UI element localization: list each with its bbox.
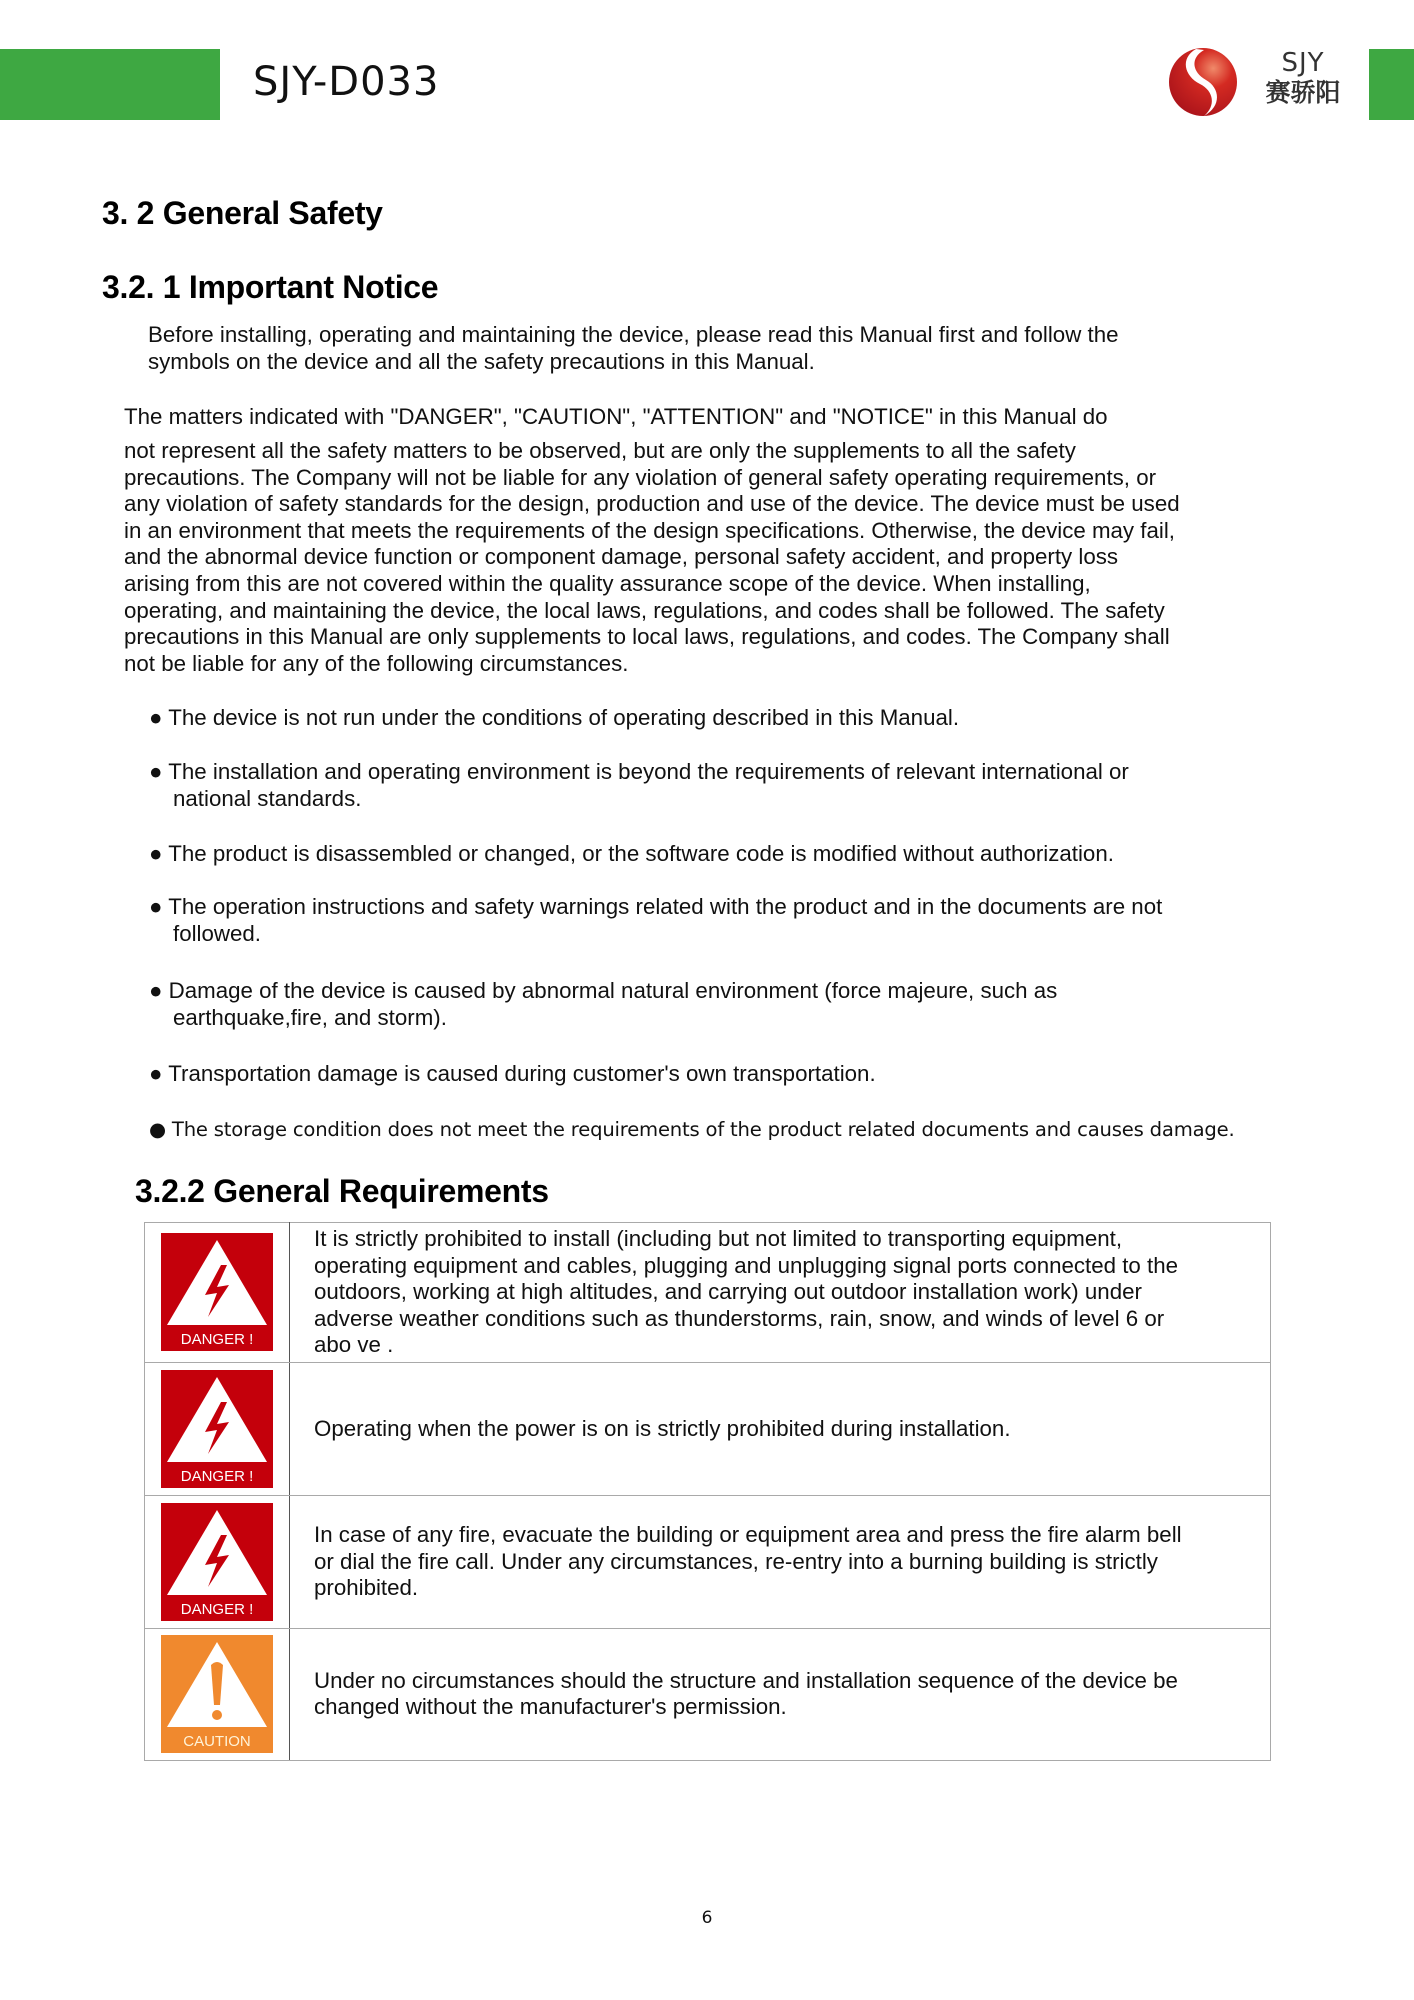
- table-row: [145, 1362, 1271, 1495]
- requirement-text: Operating when the power is on is strictly prohibited during installation.: [290, 1362, 1271, 1495]
- requirement-text: In case of any fire, evacuate the building or equipment area and press the fire alarm bell or dial the fire call. Under any circumstances, re-entry into a burning building is strictly prohibited.: [290, 1495, 1271, 1628]
- intro-line: Before installing, operating and maintaining the device, please read this Manual first and follow the: [148, 322, 1119, 347]
- company-logo-icon: [1166, 46, 1240, 118]
- requirement-text: It is strictly prohibited to install (including but not limited to transporting equipment, operating equipment and cables, plugging and unplugging signal ports connected to the outdoors, working at high altitudes, and carrying out outdoor installation work) under adverse weather conditions such as thunderstorms, rain, snow, and winds of level 6 or abo ve .: [290, 1223, 1271, 1363]
- requirements-table: [144, 1222, 1271, 1761]
- requirements-title: 3.2.2 General Requirements: [135, 1173, 549, 1209]
- body-line: precautions. The Company will not be liable for any violation of general safety operating requirements, or: [124, 464, 1157, 490]
- sign-cell: [145, 1495, 290, 1628]
- intro-paragraph: [148, 322, 1119, 375]
- bullet-item: ● Transportation damage is caused during customer's own transportation.: [149, 1061, 876, 1086]
- notice-first-line: The matters indicated with "DANGER", "CAUTION", "ATTENTION" and "NOTICE" in this Manual do: [124, 404, 1108, 429]
- section-title: 3. 2 General Safety: [102, 195, 383, 231]
- danger-electric-icon: [161, 1503, 273, 1621]
- document-code: SJY-D033: [253, 59, 440, 105]
- page-number: 6: [701, 1908, 713, 1928]
- svg-text:DANGER !: DANGER !: [180, 1600, 254, 1618]
- sign-cell: [145, 1362, 290, 1495]
- sign-cell: [145, 1628, 290, 1760]
- requirement-text: Under no circumstances should the structure and installation sequence of the device be changed without the manufacturer's permission.: [290, 1628, 1271, 1760]
- body-line: arising from this are not covered within the quality assurance scope of the device. When installing,: [124, 570, 1091, 596]
- bullet-item: ● The operation instructions and safety warnings related with the product and in the documents are not followed.: [149, 894, 1163, 946]
- svg-text:DANGER !: DANGER !: [180, 1331, 254, 1349]
- bullet-item: ● The installation and operating environment is beyond the requirements of relevant international or national standards.: [149, 759, 1129, 811]
- header-accent-bar-right: [1369, 49, 1414, 120]
- body-line: in an environment that meets the requirements of the design specifications. Otherwise, the device may fail,: [124, 517, 1175, 543]
- svg-text:CAUTION: CAUTION: [183, 1733, 251, 1751]
- bullet-item: ● The product is disassembled or changed, or the software code is modified without authorization.: [149, 841, 1114, 866]
- svg-text:DANGER !: DANGER !: [180, 1467, 254, 1485]
- table-row: [145, 1628, 1271, 1760]
- notice-body-paragraph: [124, 438, 1180, 677]
- body-line: any violation of safety standards for the design, production and use of the device. The device must be used: [124, 491, 1180, 517]
- intro-line: symbols on the device and all the safety precautions in this Manual.: [148, 348, 815, 374]
- body-line: precautions in this Manual are only supplements to local laws, regulations, and codes. The Company shall: [124, 624, 1170, 650]
- danger-electric-icon: [161, 1370, 273, 1488]
- logo-name-cn: 赛骄阳: [1265, 78, 1341, 107]
- header-accent-bar-left: [0, 49, 220, 120]
- company-logo-text: [1253, 48, 1353, 108]
- table-row: [145, 1495, 1271, 1628]
- bullet-item: ● The storage condition does not meet the requirements of the product related documents and causes damage.: [149, 1118, 1235, 1141]
- body-line: not represent all the safety matters to be observed, but are only the supplements to all the safety: [124, 438, 1076, 463]
- table-row: [145, 1223, 1271, 1363]
- danger-electric-icon: [161, 1233, 273, 1351]
- caution-exclamation-icon: [161, 1635, 273, 1753]
- body-line: and the abnormal device function or component damage, personal safety accident, and property loss: [124, 544, 1119, 570]
- notice-title: 3.2. 1 Important Notice: [102, 269, 439, 305]
- sign-cell: [145, 1223, 290, 1363]
- logo-name-en: SJY: [1281, 48, 1325, 78]
- bullet-item: ● The device is not run under the conditions of operating described in this Manual.: [149, 705, 960, 730]
- bullet-item: ● Damage of the device is caused by abnormal natural environment (force majeure, such as earthquake,fire, and storm).: [149, 978, 1058, 1030]
- body-line: operating, and maintaining the device, the local laws, regulations, and codes shall be followed. The safety: [124, 597, 1165, 623]
- body-line: not be liable for any of the following circumstances.: [124, 650, 629, 676]
